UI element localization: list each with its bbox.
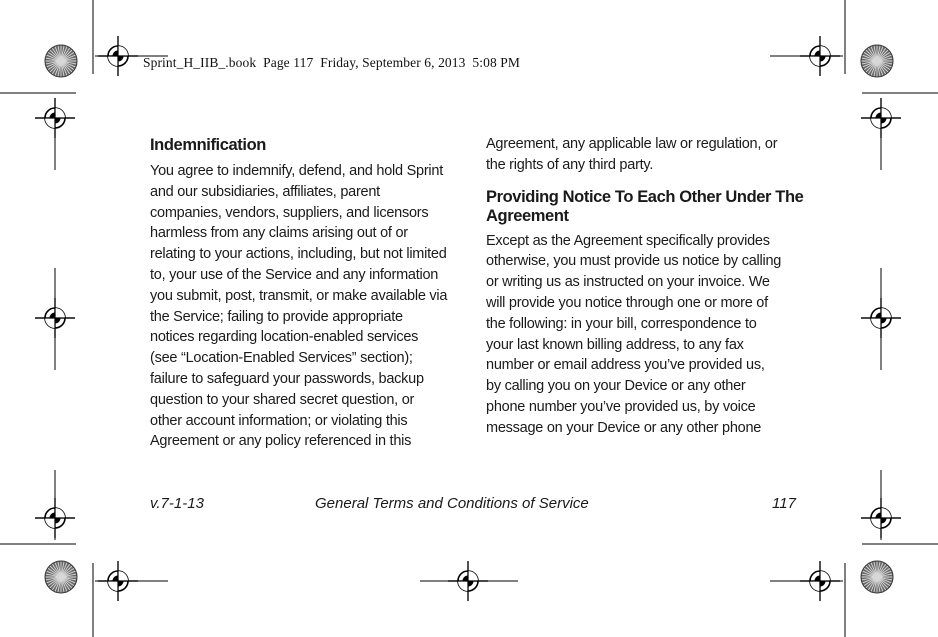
text-line: relating to your actions, including, but not limited <box>150 246 447 263</box>
heading-line: Agreement <box>486 206 569 225</box>
text-line: harmless from any claims arising out of or <box>150 225 408 242</box>
text-line: other account information; or violating this <box>150 412 408 429</box>
footer-version: v.7-1-13 <box>150 495 204 512</box>
text-line: message on your Device or any other phone <box>486 419 762 436</box>
text-line: the Service; failing to provide appropriate <box>150 308 403 325</box>
indemnification-paragraph <box>150 161 462 452</box>
text-line: question to your shared secret question, or <box>150 391 415 408</box>
text-line: failure to safeguard your passwords, backup <box>150 370 424 387</box>
text-line: Agreement, any applicable law or regulation, or <box>486 136 778 152</box>
text-line: you submit, post, transmit, or make available via <box>150 287 448 304</box>
footer-page-number: 117 <box>772 495 796 512</box>
text-line: Except as the Agreement specifically provides <box>486 232 770 249</box>
book-slug-line: Sprint_H_IIB_.book Page 117 Friday, September 6, 2013 5:08 PM <box>143 55 521 70</box>
providing-notice-paragraph <box>486 231 802 439</box>
text-line: phone number you’ve provided us, by voice <box>486 398 756 415</box>
indemnification-heading: Indemnification <box>150 136 266 154</box>
text-line: to, your use of the Service and any information <box>150 266 439 283</box>
text-line: or writing us as instructed on your invoice. We <box>486 274 770 291</box>
text-line: number or email address you’ve provided us, <box>486 357 765 374</box>
text-line: the rights of any third party. <box>486 156 654 173</box>
text-line: Agreement or any policy referenced in this <box>150 433 412 450</box>
indemnification-continuation <box>486 134 802 176</box>
text-line: (see “Location-Enabled Services” section); <box>150 350 413 367</box>
text-line: notices regarding location-enabled services <box>150 329 419 346</box>
text-line: your last known billing address, to any fax <box>486 336 744 353</box>
text-line: You agree to indemnify, defend, and hold Sprint <box>150 163 443 179</box>
right-column <box>486 134 802 439</box>
text-line: otherwise, you must provide us notice by calling <box>486 253 782 270</box>
text-line: and our subsidiaries, affiliates, parent <box>150 183 380 200</box>
text-line: the following: in your bill, correspondence to <box>486 315 757 332</box>
text-line: by calling you on your Device or any other <box>486 378 746 395</box>
text-line: will provide you notice through one or more of <box>486 294 768 311</box>
providing-notice-heading <box>486 188 802 226</box>
footer-title: General Terms and Conditions of Service <box>315 495 589 512</box>
heading-line: Providing Notice To Each Other Under The <box>486 187 804 206</box>
text-line: companies, vendors, suppliers, and licensors <box>150 204 429 221</box>
left-column <box>150 134 462 452</box>
